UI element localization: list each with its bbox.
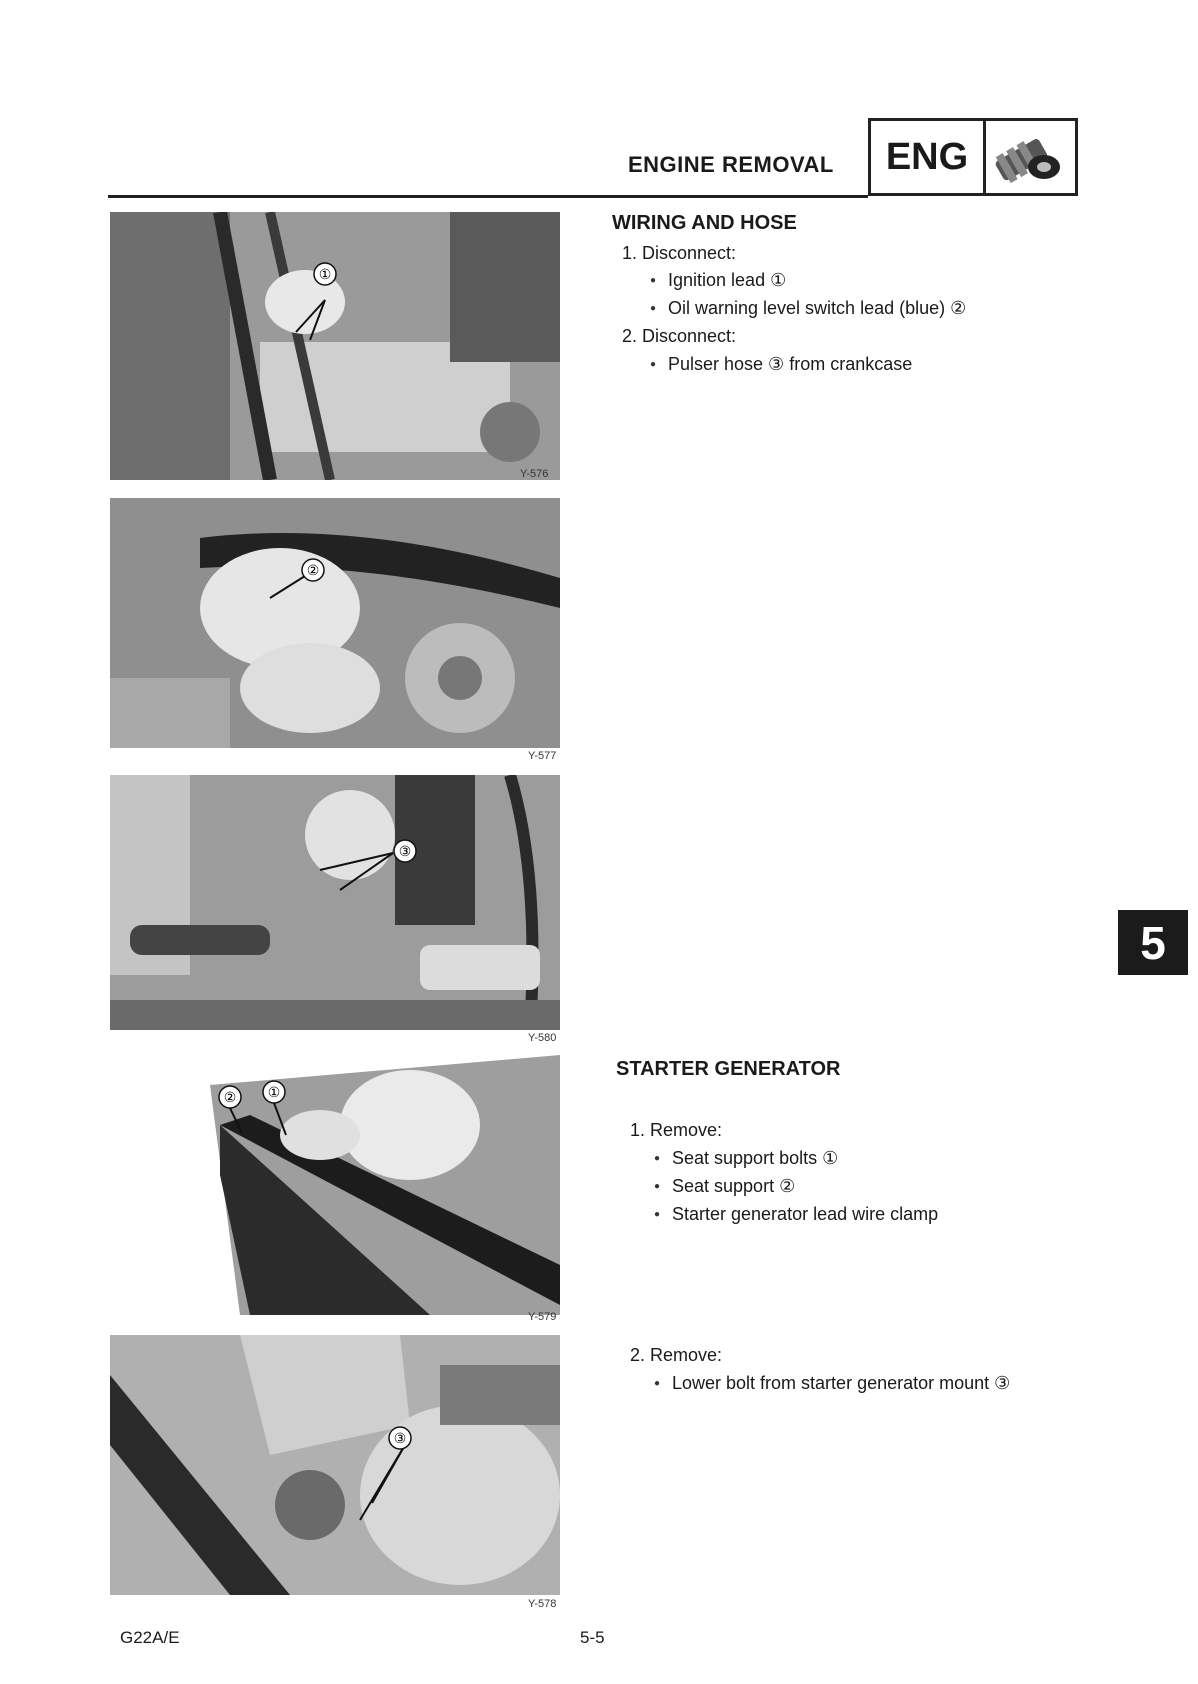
wiring-step2-item: ● Pulser hose ③ from crankcase xyxy=(668,354,912,375)
section-header-title: ENGINE REMOVAL xyxy=(628,152,834,177)
figure-code: Y-578 xyxy=(528,1598,557,1610)
photo-starter-mount xyxy=(110,1335,560,1595)
starter-step1-item: ● Seat support ② xyxy=(672,1176,795,1197)
photo-callout: ② xyxy=(223,1089,237,1105)
photo-seat-support xyxy=(110,1055,560,1315)
figure-code: Y-576 xyxy=(520,468,549,480)
starter-step2-item: ● Lower bolt from starter generator mount ③ xyxy=(672,1373,1010,1394)
starter-section-title: STARTER GENERATOR xyxy=(616,1058,841,1080)
wiring-step1-item: ● Ignition lead ① xyxy=(668,270,786,291)
photo-ignition-lead xyxy=(110,212,560,480)
eng-badge xyxy=(868,118,1078,196)
photo-oil-warning-lead xyxy=(110,498,560,748)
eng-badge-label: ENG xyxy=(871,121,986,193)
photo-pulser-hose xyxy=(110,775,560,1030)
wiring-section-title: WIRING AND HOSE xyxy=(612,212,797,234)
photo-callout: ③ xyxy=(393,1430,407,1446)
wiring-step-2: 2. Disconnect: xyxy=(622,326,737,346)
header-rule xyxy=(108,195,868,198)
figure-code: Y-577 xyxy=(528,750,557,762)
wiring-step-1: 1. Disconnect: xyxy=(622,243,737,263)
starter-step-1: 1. Remove: xyxy=(630,1120,723,1140)
engine-icon xyxy=(986,121,1075,193)
chapter-tab: 5 xyxy=(1118,910,1188,975)
photo-callout: ① xyxy=(318,266,332,282)
figure-code: Y-579 xyxy=(528,1311,557,1323)
photo-callout: ① xyxy=(267,1084,281,1100)
starter-step1-item: ● Starter generator lead wire clamp xyxy=(672,1204,938,1225)
footer-model: G22A/E xyxy=(120,1628,180,1647)
footer-page-number: 5-5 xyxy=(580,1628,605,1647)
starter-step1-item: ● Seat support bolts ① xyxy=(672,1148,838,1169)
wiring-step1-item: ● Oil warning level switch lead (blue) ② xyxy=(668,298,966,319)
photo-callout: ③ xyxy=(398,843,412,859)
photo-callout: ② xyxy=(306,562,320,578)
figure-code: Y-580 xyxy=(528,1032,557,1044)
starter-step-2: 2. Remove: xyxy=(630,1345,723,1365)
